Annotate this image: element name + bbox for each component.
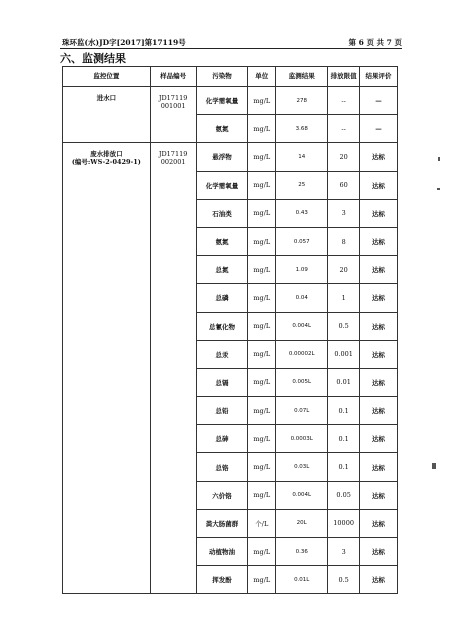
limit-cell: 60 (328, 171, 360, 199)
scan-mark (432, 463, 436, 469)
evaluation-cell: 达标 (360, 284, 398, 312)
limit-cell: 8 (328, 227, 360, 255)
limit-cell: -- (328, 87, 360, 115)
result-cell: 0.03L (276, 453, 328, 481)
evaluation-cell: 达标 (360, 481, 398, 509)
sample-code-line: 001001 (160, 102, 186, 110)
pollutant-cell: 总氮 (196, 256, 248, 284)
monitoring-results-table (62, 66, 398, 594)
limit-cell: 3 (328, 538, 360, 566)
sample-code-line: JD17119 (158, 94, 188, 102)
evaluation-cell: 达标 (360, 509, 398, 537)
result-cell: 0.005L (276, 368, 328, 396)
unit-cell: mg/L (248, 481, 276, 509)
result-cell: 3.68 (276, 115, 328, 143)
result-cell: 0.004L (276, 312, 328, 340)
pollutant-cell: 总砷 (196, 425, 248, 453)
pollutant-cell: 总镉 (196, 368, 248, 396)
result-cell: 0.0003L (276, 425, 328, 453)
pollutant-cell: 化学需氧量 (196, 87, 248, 115)
pollutant-cell: 总汞 (196, 340, 248, 368)
unit-cell: 个/L (248, 509, 276, 537)
sample-code-cell (150, 87, 196, 143)
unit-cell: mg/L (248, 227, 276, 255)
unit-cell: mg/L (248, 199, 276, 227)
result-cell: 278 (276, 87, 328, 115)
limit-cell: 10000 (328, 509, 360, 537)
evaluation-cell: 达标 (360, 538, 398, 566)
limit-cell: 0.1 (328, 453, 360, 481)
report-number: 珠环监(水)JD字[2017]第17119号 (62, 38, 186, 47)
column-header: 监控位置 (63, 67, 151, 87)
evaluation-cell: 达标 (360, 425, 398, 453)
page-indicator: 第 6 页 共 7 页 (348, 38, 402, 47)
location-line: 进水口 (96, 94, 117, 102)
location-line: (编号:WS-2-0429-1) (71, 158, 141, 167)
scan-mark (438, 157, 440, 161)
pollutant-cell: 总磷 (196, 284, 248, 312)
result-cell: 0.057 (276, 227, 328, 255)
result-cell: 14 (276, 143, 328, 171)
limit-cell: 3 (328, 199, 360, 227)
sample-code-line: JD17119 (158, 150, 188, 159)
result-cell: 25 (276, 171, 328, 199)
pollutant-cell: 总氰化物 (196, 312, 248, 340)
result-cell: 0.43 (276, 199, 328, 227)
unit-cell: mg/L (248, 171, 276, 199)
evaluation-cell: 达标 (360, 256, 398, 284)
evaluation-cell: 达标 (360, 199, 398, 227)
limit-cell: 0.1 (328, 425, 360, 453)
pollutant-cell: 挥发酚 (196, 566, 248, 594)
result-cell: 0.36 (276, 538, 328, 566)
limit-cell: 0.01 (328, 368, 360, 396)
pollutant-cell: 总铅 (196, 397, 248, 425)
table-row (63, 143, 398, 171)
result-cell: 0.07L (276, 397, 328, 425)
evaluation-cell: 达标 (360, 143, 398, 171)
result-cell: 1.09 (276, 256, 328, 284)
limit-cell: 0.1 (328, 397, 360, 425)
unit-cell: mg/L (248, 87, 276, 115)
result-cell: 20L (276, 509, 328, 537)
column-header: 监测结果 (276, 67, 328, 87)
result-cell: 0.004L (276, 481, 328, 509)
evaluation-cell: 达标 (360, 397, 398, 425)
monitoring-location-cell (63, 87, 151, 143)
pollutant-cell: 化学需氧量 (196, 171, 248, 199)
column-header: 结果评价 (360, 67, 398, 87)
unit-cell: mg/L (248, 538, 276, 566)
unit-cell: mg/L (248, 368, 276, 396)
table-row (63, 87, 398, 115)
limit-cell: 0.05 (328, 481, 360, 509)
limit-cell: -- (328, 115, 360, 143)
result-cell: 0.04 (276, 284, 328, 312)
column-header: 排放限值 (328, 67, 360, 87)
evaluation-cell: 达标 (360, 227, 398, 255)
column-header: 污染物 (196, 67, 248, 87)
limit-cell: 20 (328, 256, 360, 284)
evaluation-cell: 达标 (360, 566, 398, 594)
evaluation-cell: 达标 (360, 171, 398, 199)
evaluation-cell: — (360, 115, 398, 143)
result-cell: 0.00002L (276, 340, 328, 368)
section-title: 六、监测结果 (60, 52, 126, 65)
limit-cell: 0.001 (328, 340, 360, 368)
column-header: 单位 (248, 67, 276, 87)
unit-cell: mg/L (248, 115, 276, 143)
pollutant-cell: 石油类 (196, 199, 248, 227)
pollutant-cell: 悬浮物 (196, 143, 248, 171)
unit-cell: mg/L (248, 425, 276, 453)
table-body (63, 87, 398, 594)
limit-cell: 1 (328, 284, 360, 312)
evaluation-cell: 达标 (360, 368, 398, 396)
page-header (62, 36, 402, 48)
table-header-row (63, 67, 398, 87)
sample-code-line: 002001 (160, 158, 186, 167)
pollutant-cell: 氨氮 (196, 227, 248, 255)
evaluation-cell: 达标 (360, 312, 398, 340)
unit-cell: mg/L (248, 340, 276, 368)
evaluation-cell: 达标 (360, 453, 398, 481)
unit-cell: mg/L (248, 284, 276, 312)
unit-cell: mg/L (248, 566, 276, 594)
unit-cell: mg/L (248, 143, 276, 171)
evaluation-cell: — (360, 87, 398, 115)
unit-cell: mg/L (248, 256, 276, 284)
scan-mark (437, 188, 440, 190)
limit-cell: 0.5 (328, 566, 360, 594)
evaluation-cell: 达标 (360, 340, 398, 368)
header-divider (60, 48, 402, 49)
pollutant-cell: 粪大肠菌群 (196, 509, 248, 537)
result-cell: 0.01L (276, 566, 328, 594)
column-header: 样品编号 (150, 67, 196, 87)
unit-cell: mg/L (248, 312, 276, 340)
unit-cell: mg/L (248, 453, 276, 481)
limit-cell: 0.5 (328, 312, 360, 340)
unit-cell: mg/L (248, 397, 276, 425)
pollutant-cell: 氨氮 (196, 115, 248, 143)
location-line: 废水排放口 (90, 150, 123, 159)
limit-cell: 20 (328, 143, 360, 171)
monitoring-location-cell (63, 143, 151, 594)
sample-code-cell (150, 143, 196, 594)
pollutant-cell: 六价铬 (196, 481, 248, 509)
pollutant-cell: 动植物油 (196, 538, 248, 566)
pollutant-cell: 总铬 (196, 453, 248, 481)
